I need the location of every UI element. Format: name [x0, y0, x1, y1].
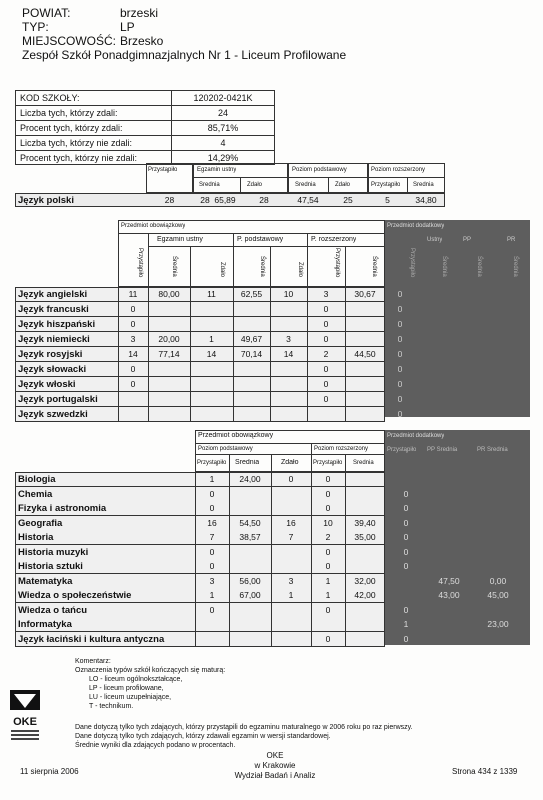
value: 16	[207, 518, 217, 528]
value: 45,00	[487, 590, 509, 600]
value: 0	[325, 489, 331, 499]
value: 0	[403, 561, 409, 571]
powiat-value: brzeski	[120, 6, 159, 20]
summary-table	[15, 90, 275, 165]
value: 0	[403, 634, 409, 644]
value: 1	[403, 619, 409, 629]
value: 0	[209, 561, 215, 571]
value: 0	[397, 334, 403, 344]
footer-page: Strona 434 z 1339	[452, 767, 518, 776]
value: 47,50	[438, 576, 460, 586]
value: 23,00	[487, 619, 509, 629]
school-name: Zespół Szkół Ponadgimnazjalnych Nr 1 - Liceum Profilowane	[22, 48, 347, 62]
row-label: Język łaciński i kultura antyczna	[18, 634, 165, 645]
vert-srednia: Średnia	[512, 256, 518, 277]
summary-value: 24	[217, 108, 228, 118]
value: 34,80	[415, 195, 437, 205]
row-label: Język portugalski	[18, 394, 98, 405]
sub-przystapilo: Przystąpiło	[371, 182, 401, 188]
value: 14	[128, 349, 138, 359]
vert-srednia: Średnia	[171, 256, 177, 277]
value: 32,00	[354, 576, 376, 586]
value: 0	[323, 379, 329, 389]
value: 1	[209, 590, 215, 600]
comment-note: Dane dotyczą tylko tych zdających, którzy przystąpili do egzaminu maturalnego w 2006 roku po raz pierwszy.	[75, 724, 413, 731]
value: 0	[397, 364, 403, 374]
value: 35,00	[354, 532, 376, 542]
value: 0	[397, 379, 403, 389]
row-label: Język angielski	[18, 289, 88, 300]
vert-przystapilo: Przystąpiło	[334, 248, 340, 278]
row-label: Język słowacki	[18, 364, 87, 375]
value: 0	[325, 605, 331, 615]
summary-label: Procent tych, którzy nie zdali:	[20, 153, 138, 163]
col-poziom-rozszerzony: Poziom rozszerzony	[314, 446, 369, 452]
value: 1	[325, 590, 331, 600]
row-label: Matematyka	[18, 576, 73, 587]
col-egzamin-ustny: Egzamin ustny	[157, 236, 203, 243]
value: 0	[325, 634, 331, 644]
summary-value: 120202-0421K	[193, 93, 253, 103]
value: 0	[325, 561, 331, 571]
value: 0	[325, 547, 331, 557]
row-label: Chemia	[18, 489, 53, 500]
value: 1	[209, 474, 215, 484]
value: 0	[403, 503, 409, 513]
value: 0	[325, 503, 331, 513]
comments	[75, 657, 515, 750]
sub-dod: PP Średnia	[427, 447, 458, 453]
row-label: Fizyka i astronomia	[18, 503, 107, 514]
summary-label: Procent tych, którzy zdali:	[20, 123, 123, 133]
summary-label: Liczba tych, którzy zdali:	[20, 108, 118, 118]
row-label: Informatyka	[18, 619, 72, 630]
value: 0	[323, 334, 329, 344]
value: 11	[128, 289, 138, 299]
row-label-jezyk-polski: Język polski	[18, 195, 74, 206]
col-egzamin-ustny: Egzamin ustny	[197, 167, 237, 173]
value: 7	[288, 532, 294, 542]
comment-line: LU - liceum uzupełniające,	[89, 694, 172, 701]
value: 20,00	[158, 334, 180, 344]
comment-line: Oznaczenia typów szkół kończących się maturą:	[75, 667, 226, 674]
value: 0	[397, 319, 403, 329]
row-label: Język francuski	[18, 304, 89, 315]
value: 0	[209, 547, 215, 557]
value: 10	[323, 518, 333, 528]
col-p-rozszerzony: P. rozszerzony	[311, 236, 357, 243]
summary-value: 4	[220, 138, 226, 148]
value: 62,55	[240, 289, 263, 299]
value: 0	[403, 605, 409, 615]
value: 1	[209, 334, 214, 344]
col-poziom-podstawowy: Poziom podstawowy	[198, 446, 253, 452]
value: 14	[206, 349, 217, 359]
footer-org	[234, 751, 316, 781]
value: 5	[385, 195, 390, 205]
value: 2	[325, 532, 331, 542]
col-pp: PP	[463, 237, 472, 243]
miejscowosc-value: Brzesko	[120, 34, 164, 48]
oke-logo-icon	[10, 690, 40, 748]
comment-line: LO - liceum ogólnokształcące,	[89, 676, 183, 683]
summary-label: Liczba tych, którzy nie zdali:	[20, 138, 133, 148]
footer-date: 11 sierpnia 2006	[20, 767, 79, 776]
value: 30,67	[354, 289, 376, 299]
value: 7	[209, 532, 215, 542]
col-poziom-rozszerzony: Poziom rozszerzony	[371, 167, 426, 173]
oke-logo	[10, 690, 40, 748]
vert-zdalo: Zdało	[297, 262, 303, 278]
value: 28	[200, 195, 210, 205]
sub: Przystąpiło	[313, 460, 343, 466]
sub-srednia: Średnia	[295, 182, 316, 188]
languages-table	[15, 220, 530, 420]
sub: Średnia	[235, 459, 260, 466]
value: 67,00	[239, 590, 261, 600]
value: 0	[209, 605, 215, 615]
col-p-podstawowy: P. podstawowy	[237, 236, 284, 243]
row-label: Język rosyjski	[18, 349, 83, 360]
row-label: Wiedza o tańcu	[18, 605, 88, 616]
value: 0	[323, 364, 329, 374]
typ-value: LP	[120, 20, 135, 34]
value: 24,00	[239, 474, 261, 484]
value: 56,00	[239, 576, 261, 586]
row-label: Wiedza o społeczeństwie	[18, 590, 132, 601]
value: 70,14	[240, 349, 263, 359]
sub: Zdało	[281, 459, 299, 466]
value: 0,00	[489, 576, 507, 586]
value: 38,57	[239, 532, 261, 542]
value: 0	[323, 319, 329, 329]
col-przedmiot-obowiazkowy: Przedmiot obowiązkowy	[121, 223, 186, 229]
footer-org-line: OKE	[266, 751, 284, 760]
value: 0	[397, 394, 403, 404]
sub: Średnia	[353, 460, 374, 466]
row-label: Biologia	[18, 474, 56, 485]
value: 0	[130, 319, 136, 329]
value: 0	[403, 532, 409, 542]
sub-srednia: Średnia	[413, 182, 434, 188]
value: 39,40	[354, 518, 376, 528]
col-przedmiot-obowiazkowy: Przedmiot obowiązkowy	[198, 432, 274, 439]
row-label: Język niemiecki	[18, 334, 90, 345]
typ-label: TYP:	[22, 20, 49, 34]
value: 0	[397, 289, 403, 299]
value: 3	[209, 576, 215, 586]
row-label: Historia sztuki	[18, 561, 83, 572]
row-label: Historia muzyki	[18, 547, 89, 558]
row-label: Język włoski	[18, 379, 76, 390]
vert-zdalo: Zdało	[219, 262, 225, 278]
value: 42,00	[354, 590, 376, 600]
value: 1	[288, 590, 294, 600]
powiat-label: POWIAT:	[22, 6, 71, 20]
comment-note: Średnie wyniki dla zdających podano w procentach.	[75, 742, 236, 749]
value: 0	[209, 503, 215, 513]
col-pr: PR	[507, 237, 516, 243]
value: 47,54	[297, 195, 319, 205]
sub-srednia: Średnia	[199, 182, 220, 188]
vert-srednia: Średnia	[259, 256, 265, 277]
value: 10	[283, 289, 294, 299]
sub-dod: Przystąpiło	[387, 447, 417, 453]
value: 0	[130, 379, 136, 389]
value: 43,00	[438, 590, 460, 600]
summary-value: 85,71%	[207, 123, 239, 133]
value: 80,00	[158, 289, 180, 299]
vert-srednia: Średnia	[371, 256, 377, 277]
vert-srednia: Średnia	[476, 256, 482, 277]
miejscowosc-label: MIEJSCOWOŚĆ:	[22, 34, 117, 48]
value: 0	[397, 349, 403, 359]
value: 28	[164, 195, 175, 205]
col-przystapilo: Przystąpiło	[148, 167, 178, 173]
value: 3	[286, 334, 291, 344]
col-ustny: Ustny	[427, 237, 443, 243]
value: 49,67	[240, 334, 263, 344]
value: 11	[207, 289, 216, 299]
col-przedmiot-dodatkowy: Przedmiot dodatkowy	[387, 223, 445, 229]
value: 2	[323, 349, 329, 359]
col-przedmiot-dodatkowy: Przedmiot dodatkowy	[387, 433, 445, 439]
summary-label: KOD SZKOŁY:	[20, 93, 80, 103]
value: 3	[288, 576, 294, 586]
summary-value: 14,29%	[207, 153, 239, 163]
logo-text: OKE	[13, 716, 37, 728]
value: 44,50	[354, 349, 376, 359]
value: 0	[325, 474, 331, 484]
row-label: Geografia	[18, 518, 63, 529]
value: 0	[209, 489, 215, 499]
sub: Przystąpiło	[197, 460, 227, 466]
sub-dod: PR Średnia	[477, 447, 508, 453]
subjects-table	[15, 430, 530, 650]
value: 65,89	[214, 195, 236, 205]
vert-przystapilo: Przystąpiło	[137, 248, 143, 278]
value: 14	[283, 349, 294, 359]
value: 0	[397, 304, 403, 314]
row-label: Język szwedzki	[18, 409, 88, 420]
value: 54,50	[239, 518, 261, 528]
value: 0	[397, 409, 403, 419]
col-poziom-podstawowy: Poziom podstawowy	[292, 167, 347, 173]
value: 0	[288, 474, 294, 484]
value: 0	[130, 304, 136, 314]
value: 77,14	[158, 349, 180, 359]
value: 0	[323, 394, 329, 404]
comment-line: T - technikum.	[89, 703, 134, 710]
comment-note: Dane dotyczą tylko tych zdających, którzy zdawali egzamin w wersji standardowej.	[75, 733, 331, 740]
footer-org-line: w Krakowie	[254, 761, 296, 770]
value: 0	[403, 518, 409, 528]
value: 0	[403, 547, 409, 557]
value: 3	[323, 289, 329, 299]
sub-zdalo: Zdało	[247, 182, 263, 188]
value: 3	[130, 334, 136, 344]
polish-table	[15, 163, 445, 210]
vert-przystapilo: Przystąpiło	[409, 248, 415, 278]
value: 0	[130, 364, 136, 374]
value: 25	[343, 195, 353, 205]
value: 1	[325, 576, 331, 586]
value: 0	[323, 304, 329, 314]
value: 16	[286, 518, 296, 528]
comment-line: LP - liceum profilowane,	[89, 685, 164, 692]
comments-title: Komentarz:	[75, 658, 111, 665]
row-label: Język hiszpański	[18, 319, 96, 330]
sub-zdalo: Zdało	[335, 182, 351, 188]
vert-srednia: Średnia	[441, 256, 447, 277]
value: 28	[259, 195, 269, 205]
row-label: Historia	[18, 532, 54, 543]
footer-org-line: Wydział Badań i Analiz	[234, 771, 316, 780]
value: 0	[403, 489, 409, 499]
